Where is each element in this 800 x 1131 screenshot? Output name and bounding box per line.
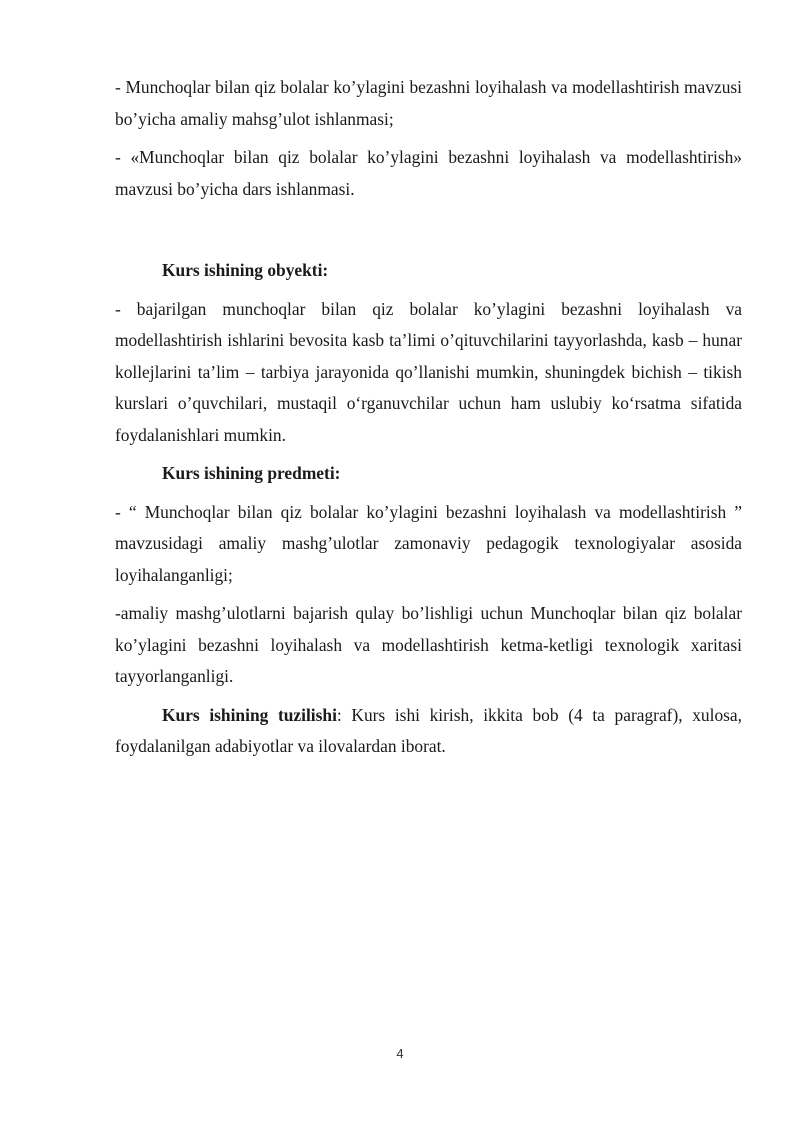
heading-kurs-obyekti: Kurs ishining obyekti:	[162, 260, 329, 280]
paragraph-amaliy-ishlanma: - Munchoqlar bilan qiz bolalar ko’ylagini bezashni loyihalash va modellashtirish mavzusi bo’yicha amaliy mahsg’ulot ishlanmasi;	[115, 77, 742, 129]
document-page	[115, 72, 742, 763]
paragraph-kurs-tuzilishi	[115, 700, 742, 763]
heading-kurs-predmeti: Kurs ishining predmeti:	[162, 463, 341, 483]
text-kurs-tuzilishi: : Kurs ishi kirish, ikkita bob (4 ta paragraf), xulosa, foydalanilgan adabiyotlar va ilovalardan iborat.	[115, 704, 742, 756]
paragraph-dars-ishlanmasi: - «Munchoqlar bilan qiz bolalar ko’ylagini bezashni loyihalash va modellashtirish» mavzusi bo’yicha dars ishlanmasi.	[115, 147, 742, 199]
paragraph-obyekt-text: - bajarilgan munchoqlar bilan qiz bolalar ko’ylagini bezashni loyihalash va modellashtirish ishlarini bevosita kasb ta’limi o’qituvchilarini tayyorlashda, kasb – hunar kollejlarini ta’lim – tarbiya jarayonida qo’llanishi mumkin, shuningdek bichish – tikish kurslari o’quvchilari, mustaqil o‘rganuvchilar uchun ham uslubiy ko‘rsatma sifatida foydalanishlari mumkin.	[115, 298, 742, 445]
page-number: 4	[396, 1046, 404, 1061]
paragraph-predmet-text-2: -amaliy mashg’ulotlarni bajarish qulay bo’lishligi uchun Munchoqlar bilan qiz bolalar ko’ylagini bezashni loyihalash va modellashtirish ketma-ketligi texnologik xaritasi tayyorlanganligi.	[115, 603, 742, 686]
label-kurs-tuzilishi: Kurs ishining tuzilishi	[162, 704, 337, 725]
paragraph-predmet-text-1: - “ Munchoqlar bilan qiz bolalar ko’ylagini bezashni loyihalash va modellashtirish ” mavzusidagi amaliy mashg’ulotlar zamonaviy pedagogik texnologiyalar asosida loyihalanganligi;	[115, 501, 742, 585]
